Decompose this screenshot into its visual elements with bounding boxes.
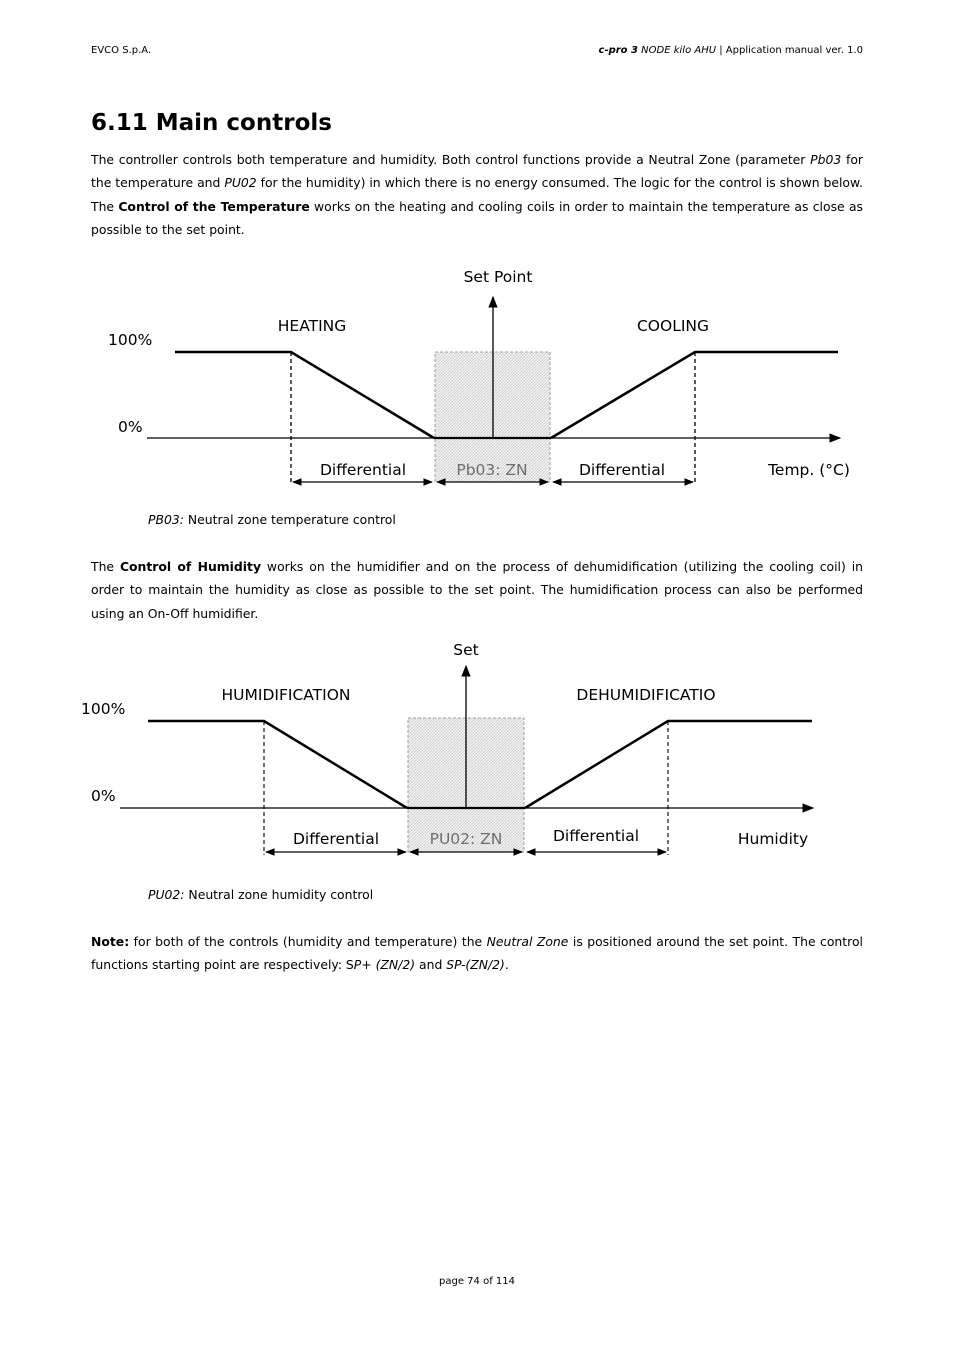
- setpoint-label: Set: [453, 641, 479, 659]
- dehumidification-label: DEHUMIDIFICATIO: [576, 686, 716, 704]
- temperature-caption: PB03: Neutral zone temperature control: [148, 512, 396, 527]
- manual-version: | Application manual ver. 1.0: [716, 45, 863, 56]
- formula-plus: P+ (ZN/2): [353, 957, 416, 973]
- param-pb03: Pb03: [810, 152, 842, 167]
- page-number: page 74 of 114: [439, 1276, 515, 1287]
- formula-minus: SP-(ZN/2): [446, 957, 505, 973]
- heating-label: HEATING: [277, 317, 347, 335]
- humidity-control-term: Control of Humidity: [119, 559, 262, 574]
- product-name: c-pro 3: [598, 45, 638, 56]
- axis-label: Humidity: [737, 830, 809, 848]
- caption-param: PU02:: [148, 887, 185, 902]
- axis-label: Temp. (°C): [768, 461, 850, 479]
- differential-right-label: Differential: [552, 827, 640, 845]
- note-label: Note:: [91, 934, 130, 949]
- zone-label: Pb03: ZN: [456, 461, 528, 479]
- intro-paragraph-1: The controller controls both temperature and humidity. Both control functions provide a Neutral Zone (parameter Pb03 for the temperature and PU02 for the humidity) in which there is no energy consumed. The logic for the control is shown below.: [91, 152, 863, 191]
- note-paragraph: Note: for both of the controls (humidity and temperature) the Neutral Zone is positioned around the set point. The control functions starting point are respectively: SP+ (ZN/2) and SP-(ZN/2).: [91, 934, 863, 973]
- cooling-label: COOLING: [636, 317, 710, 335]
- humidity-control-diagram: [0, 630, 954, 870]
- header-company: EVCO S.p.A.: [91, 45, 152, 56]
- heating-curve: [175, 352, 434, 438]
- intro-paragraph-2: The Control of the Temperature works on the heating and cooling coils in order to maintain the temperature as close as possible to the set point.: [91, 199, 863, 238]
- neutral-zone-term: Neutral Zone: [486, 934, 569, 949]
- level-0-label: 0%: [91, 787, 116, 805]
- humidity-caption: PU02: Neutral zone humidity control: [148, 887, 374, 902]
- temperature-control-diagram: [0, 260, 954, 500]
- param-pu02: PU02: [224, 175, 257, 191]
- level-100-label: 100%: [108, 331, 153, 349]
- differential-left-label: Differential: [319, 461, 407, 479]
- differential-left-label: Differential: [292, 830, 380, 848]
- differential-right-label: Differential: [578, 461, 666, 479]
- caption-param: PB03:: [148, 512, 184, 527]
- product-subname: NODE kilo AHU: [638, 45, 717, 56]
- level-0-label: 0%: [118, 418, 143, 436]
- level-100-label: 100%: [81, 700, 126, 718]
- zone-label: PU02: ZN: [429, 830, 503, 848]
- section-title: 6.11 Main controls: [91, 110, 332, 136]
- humidification-curve: [148, 721, 407, 808]
- header-manual-title: [599, 45, 863, 56]
- setpoint-label: Set Point: [463, 268, 533, 286]
- humidification-label: HUMIDIFICATION: [221, 686, 351, 704]
- temperature-control-term: Control of the Temperature: [118, 199, 310, 214]
- humidity-paragraph: The Control of Humidity works on the humidifier and on the process of dehumidification (utilizing the cooling coil) in order to maintain the humidity as close as possible to the set point. The humidification process can also be performed using an On-Off humidifier.: [91, 559, 864, 621]
